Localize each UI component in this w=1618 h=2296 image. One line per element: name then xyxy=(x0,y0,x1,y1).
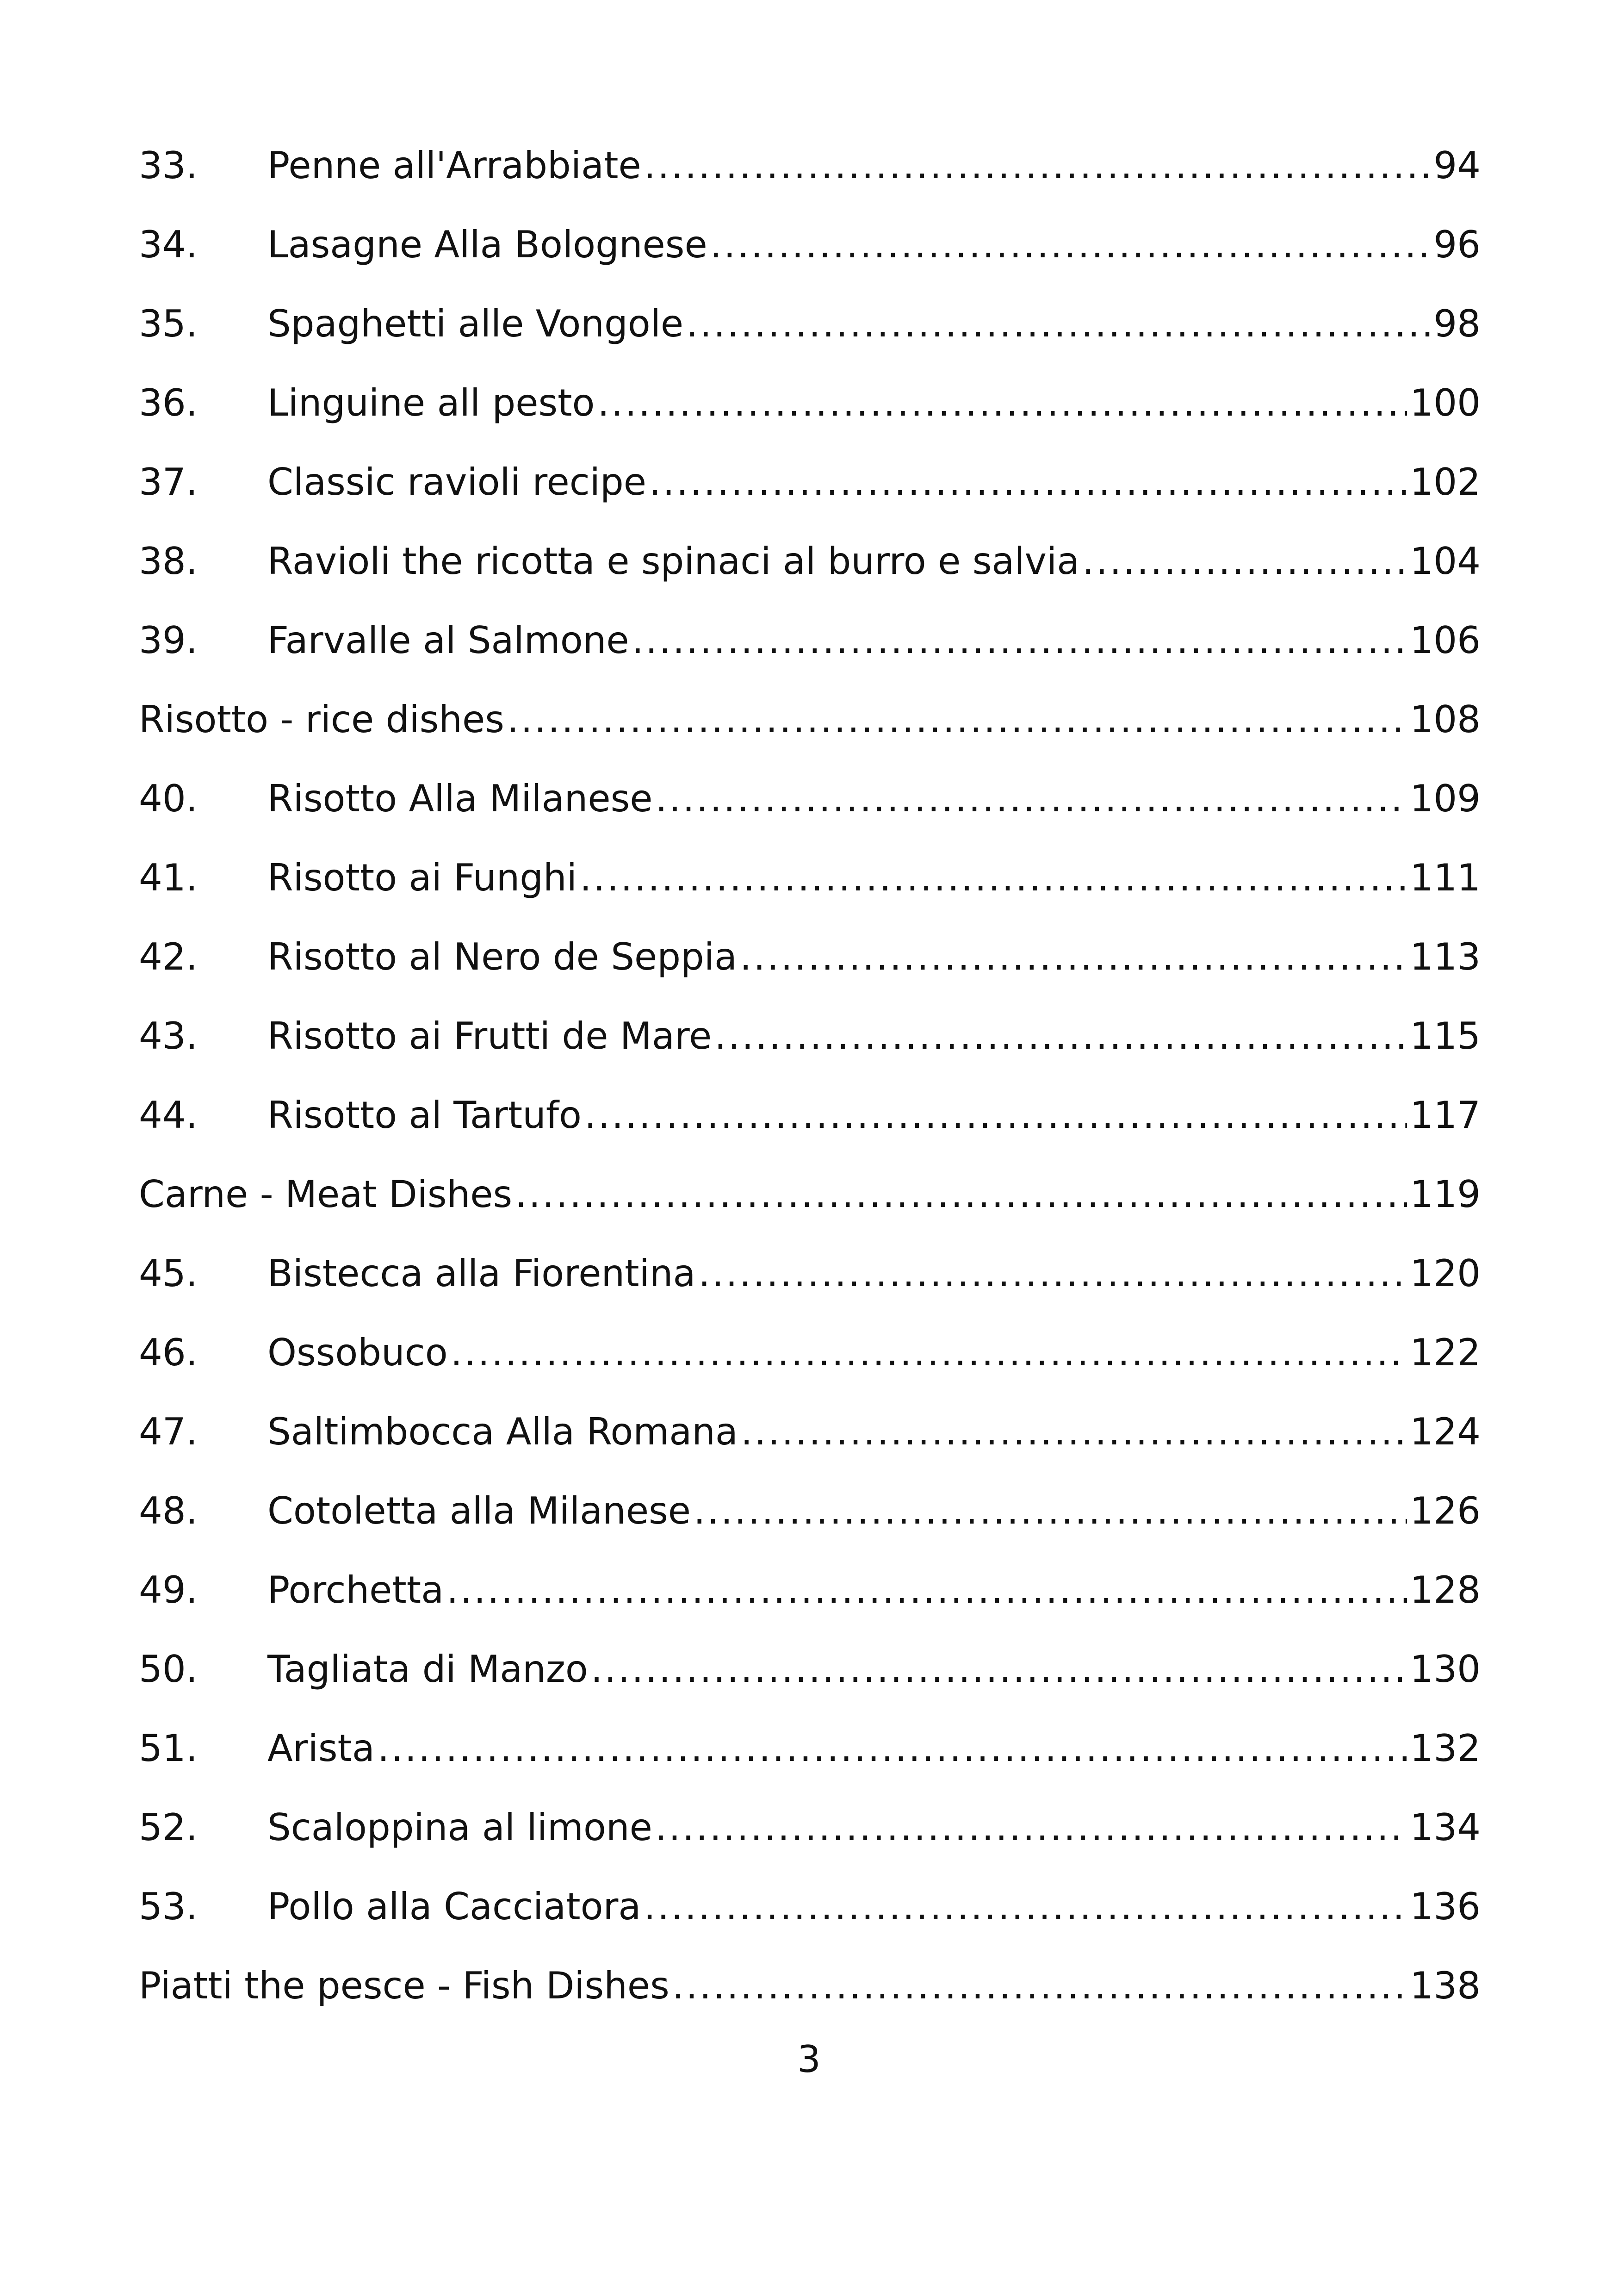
toc-entry-page: 136 xyxy=(1410,1885,1481,1928)
toc-entry-page: 109 xyxy=(1410,777,1481,820)
toc-dot-leader xyxy=(591,1637,1407,1702)
toc-entry[interactable] xyxy=(139,1241,1481,1320)
toc-entry[interactable] xyxy=(139,1479,1481,1558)
toc-entry-page: 113 xyxy=(1410,935,1481,978)
toc-entry-number: 48. xyxy=(139,1489,198,1532)
toc-entry-number: 45. xyxy=(139,1252,198,1295)
toc-dot-leader xyxy=(698,1241,1407,1306)
toc-dot-leader xyxy=(655,1795,1407,1860)
toc-entry-title: Risotto al Nero de Seppia xyxy=(267,935,738,978)
toc-entry-number: 35. xyxy=(139,302,198,345)
toc-entry-number: 40. xyxy=(139,777,198,820)
toc-entry-number: 37. xyxy=(139,460,198,504)
toc-entry-number: 50. xyxy=(139,1648,198,1691)
toc-entry[interactable] xyxy=(139,1874,1481,1954)
toc-entry-page: 130 xyxy=(1410,1648,1481,1691)
toc-entry-number: 47. xyxy=(139,1410,198,1453)
toc-entry-title: Arista xyxy=(267,1727,375,1770)
toc-dot-leader xyxy=(644,133,1431,198)
toc-entry-page: 111 xyxy=(1410,856,1481,899)
toc-dot-leader xyxy=(507,687,1407,752)
toc-entry-page: 100 xyxy=(1410,381,1481,424)
toc-dot-leader xyxy=(644,1874,1407,1939)
toc-entry-page: 117 xyxy=(1410,1094,1481,1137)
toc-entry-title: Farvalle al Salmone xyxy=(267,619,629,662)
toc-entry[interactable] xyxy=(139,450,1481,529)
toc-entry-number: 49. xyxy=(139,1568,198,1612)
toc-entry-title: Tagliata di Manzo xyxy=(267,1648,588,1691)
toc-entry-title: Scaloppina al limone xyxy=(267,1806,652,1849)
toc-entry-page: 128 xyxy=(1410,1568,1481,1612)
toc-entry-number: 51. xyxy=(139,1727,198,1770)
toc-entry[interactable] xyxy=(139,1400,1481,1479)
toc-section-heading[interactable] xyxy=(139,1162,1481,1241)
toc-dot-leader xyxy=(597,371,1407,436)
toc-dot-leader xyxy=(686,292,1431,356)
toc-entry-title: Linguine all pesto xyxy=(267,381,595,424)
toc-entry-title: Risotto al Tartufo xyxy=(267,1094,582,1137)
toc-entry-title: Porchetta xyxy=(267,1568,444,1612)
toc-entry-page: 119 xyxy=(1410,1173,1481,1216)
toc-dot-leader xyxy=(649,450,1407,515)
toc-dot-leader xyxy=(584,1083,1407,1148)
toc-dot-leader xyxy=(580,846,1407,910)
toc-entry-page: 124 xyxy=(1410,1410,1481,1453)
toc-entry-title: Lasagne Alla Bolognese xyxy=(267,223,707,266)
toc-entry[interactable] xyxy=(139,925,1481,1004)
toc-section-title: Piatti the pesce - Fish Dishes xyxy=(139,1964,670,2007)
page-number: 3 xyxy=(797,2038,821,2081)
toc-entry-page: 122 xyxy=(1410,1331,1481,1374)
toc-entry-title: Saltimbocca Alla Romana xyxy=(267,1410,738,1453)
toc-entry-title: Bistecca alla Fiorentina xyxy=(267,1252,696,1295)
toc-entry-number: 41. xyxy=(139,856,198,899)
toc-entry-title: Classic ravioli recipe xyxy=(267,460,646,504)
toc-dot-leader xyxy=(672,1954,1407,2018)
toc-entry-page: 115 xyxy=(1410,1014,1481,1058)
toc-entry-number: 43. xyxy=(139,1014,198,1058)
toc-entry-page: 106 xyxy=(1410,619,1481,662)
toc-section-title: Risotto - rice dishes xyxy=(139,698,504,741)
toc-dot-leader xyxy=(710,212,1431,277)
toc-entry-page: 96 xyxy=(1433,223,1481,266)
toc-entry-page: 126 xyxy=(1410,1489,1481,1532)
toc-entry[interactable] xyxy=(139,1004,1481,1083)
toc-section-heading[interactable] xyxy=(139,1954,1481,2033)
toc-entry-page: 120 xyxy=(1410,1252,1481,1295)
toc-entry-number: 39. xyxy=(139,619,198,662)
toc-entry-number: 53. xyxy=(139,1885,198,1928)
toc-entry-title: Risotto ai Funghi xyxy=(267,856,577,899)
toc-entry[interactable] xyxy=(139,1083,1481,1162)
toc-dot-leader xyxy=(378,1716,1407,1781)
toc-entry[interactable] xyxy=(139,766,1481,846)
toc-section-heading[interactable] xyxy=(139,687,1481,766)
toc-entry[interactable] xyxy=(139,608,1481,687)
toc-entry-number: 33. xyxy=(139,144,198,187)
toc-section-title: Carne - Meat Dishes xyxy=(139,1173,513,1216)
toc-dot-leader xyxy=(656,766,1407,831)
toc-entry-number: 44. xyxy=(139,1094,198,1137)
toc-dot-leader xyxy=(515,1162,1407,1227)
toc-dot-leader xyxy=(446,1558,1407,1623)
toc-dot-leader xyxy=(1082,529,1407,594)
toc-dot-leader xyxy=(632,608,1407,673)
toc-entry-title: Penne all'Arrabbiate xyxy=(267,144,641,187)
toc-entry[interactable] xyxy=(139,133,1481,212)
toc-entry-page: 138 xyxy=(1410,1964,1481,2007)
table-of-contents xyxy=(139,133,1481,2033)
toc-entry-page: 104 xyxy=(1410,540,1481,583)
toc-dot-leader xyxy=(451,1320,1407,1385)
toc-entry[interactable] xyxy=(139,1637,1481,1716)
toc-entry[interactable] xyxy=(139,1795,1481,1874)
toc-entry-title: Ravioli the ricotta e spinaci al burro e salvia xyxy=(267,540,1080,583)
toc-entry-title: Risotto Alla Milanese xyxy=(267,777,653,820)
toc-entry-title: Pollo alla Cacciatora xyxy=(267,1885,641,1928)
toc-entry[interactable] xyxy=(139,292,1481,371)
toc-entry-page: 102 xyxy=(1410,460,1481,504)
toc-dot-leader xyxy=(714,1004,1407,1069)
toc-entry[interactable] xyxy=(139,212,1481,292)
toc-entry-page: 94 xyxy=(1433,144,1481,187)
toc-entry[interactable] xyxy=(139,1320,1481,1400)
toc-entry-number: 52. xyxy=(139,1806,198,1849)
toc-entry[interactable] xyxy=(139,1716,1481,1795)
toc-entry[interactable] xyxy=(139,1558,1481,1637)
toc-entry-title: Spaghetti alle Vongole xyxy=(267,302,684,345)
toc-dot-leader xyxy=(740,925,1407,989)
toc-entry-number: 34. xyxy=(139,223,198,266)
toc-entry-page: 108 xyxy=(1410,698,1481,741)
toc-entry-title: Risotto ai Frutti de Mare xyxy=(267,1014,712,1058)
toc-entry-number: 42. xyxy=(139,935,198,978)
toc-entry-title: Cotoletta alla Milanese xyxy=(267,1489,691,1532)
toc-entry[interactable] xyxy=(139,846,1481,925)
toc-dot-leader xyxy=(741,1400,1407,1464)
toc-entry-page: 132 xyxy=(1410,1727,1481,1770)
toc-entry-number: 38. xyxy=(139,540,198,583)
toc-entry-page: 98 xyxy=(1433,302,1481,345)
toc-entry-number: 46. xyxy=(139,1331,198,1374)
toc-entry-title: Ossobuco xyxy=(267,1331,448,1374)
toc-dot-leader xyxy=(694,1479,1407,1543)
toc-entry[interactable] xyxy=(139,371,1481,450)
toc-entry-page: 134 xyxy=(1410,1806,1481,1849)
toc-entry[interactable] xyxy=(139,529,1481,608)
toc-entry-number: 36. xyxy=(139,381,198,424)
